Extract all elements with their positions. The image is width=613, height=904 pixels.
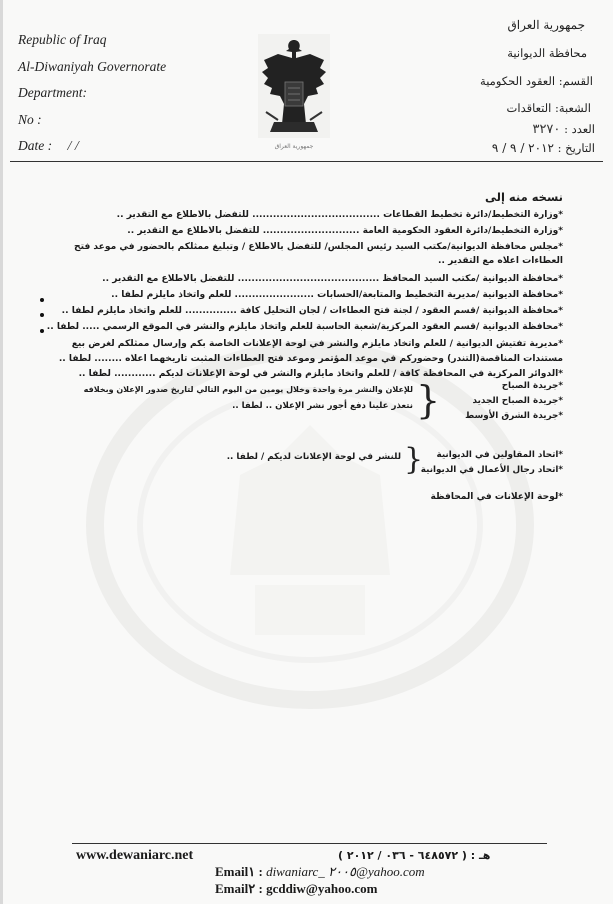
republic-ar: جمهورية العراق [507, 18, 585, 32]
number-ar [532, 122, 595, 137]
margin-dot [40, 329, 44, 333]
date-label-text: Date : [18, 138, 53, 153]
distribution-title: نسخه منه إلى [485, 190, 563, 204]
date-ar [492, 141, 595, 155]
phone-number: هـ : ( ٦٤٨٥٧٢ - ٠٣٦ / ٢٠١٢ ) [338, 849, 491, 862]
number-label: العدد : [564, 122, 595, 136]
email-2-value: gcddiw@yahoo.com [266, 881, 378, 896]
newspaper-3: *جريدة الشرق الأوسط [465, 411, 563, 421]
email-1 [215, 864, 425, 880]
unions-note: للنشر في لوحة الإعلانات لديكم / لطفا .. [226, 452, 401, 462]
governorate-en: Al-Diwaniyah Governorate [18, 59, 167, 74]
governorate-ar: محافظة الديوانية [507, 46, 587, 60]
newspapers-note-2: نتعذر علينا دفع أجور نشر الإعلان .. لطفا .. [232, 401, 413, 411]
recipient-line-2: *وزارة التخطيط/دائرة العقود الحكومية العامة ............................ للتفضل بالاطلاع مع التقدير .. [127, 226, 563, 236]
recipient-line-7: *محافظة الديوانية /قسم العقود المركزية/شعبة الحاسبة للعلم واتخاذ مايلزم والنشر في الموقع الرسمي ..... لطفا .. [46, 322, 563, 332]
date-label-ar: التاريخ : [557, 141, 595, 155]
recipient-line-8: *مديرية تفتيش الديوانية / للعلم واتخاذ مايلزم والنشر في لوحة الإعلانات الخاصة بكم وإرسال ممثلكم لغرض بيع [71, 339, 563, 349]
recipient-line-8b: مستندات المناقصة(التندر) وحضوركم في موعد المؤتمر وموعد فتح العطاءات المثبت تاريخهما أعلاه ........ لطفا .. [58, 354, 563, 364]
email-2 [215, 881, 377, 897]
newspaper-1: *جريدة الصباح [501, 381, 563, 391]
unions-brace: } [404, 442, 424, 477]
recipient-line-1: *وزارة التخطيط/دائرة تخطيط القطاعات ..................................... للتفضل بالاطلاع مع التقدير .. [116, 210, 563, 220]
republic-en: Republic of Iraq [18, 32, 107, 47]
date-label-en [18, 138, 79, 155]
recipient-line-4: *محافظة الديوانية /مكتب السيد المحافظ ......................................... للتفضل بالاطلاع مع التقدير .. [102, 274, 563, 284]
recipient-line-3b: العطاءات أعلاه مع التقدير .. [438, 256, 563, 266]
recipient-line-3: *مجلس محافظة الديوانية/مكتب السيد رئيس المجلس/ للتفضل بالاطلاع / وتبليغ ممثلكم بالحضور في موعد فتح [74, 242, 563, 252]
recipient-line-5: *محافظة الديوانية /مديرية التخطيط والمتابعة/الحسابات ....................... للعلم واتخاذ مايلزم لطفا .. [111, 290, 563, 300]
email-2-label: Email٢ : [215, 881, 263, 896]
recipient-line-noticeboard: *لوحة الإعلانات في المحافظة [430, 492, 563, 502]
scan-edge [0, 0, 3, 904]
newspapers-brace: } [416, 378, 441, 422]
margin-dot [40, 298, 44, 302]
recipient-line-6: *محافظة الديوانية /قسم العقود / لجنة فتح العطاءات / لجان التحليل كافة ............... للعلم واتخاذ مايلزم لطفا .. [61, 306, 563, 316]
no-label: No : [18, 112, 42, 127]
newspaper-2: *جريدة الصباح الجديد [472, 396, 563, 406]
newspapers-note-1: للإعلان والنشر مرة واحدة وخلال يومين من اليوم التالي لتاريخ صدور الإعلان وبخلافه [83, 385, 413, 394]
email-1-label: Email١ : [215, 864, 263, 879]
union-1: *اتحاد المقاولين في الديوانية [436, 450, 563, 460]
date-slashes: / / [67, 139, 79, 154]
emblem-caption: جمهورية العراق [274, 143, 314, 150]
division-ar: الشعبة: التعاقدات [506, 101, 591, 115]
department-label: Department: [18, 85, 87, 100]
iraq-eagle-emblem-icon [258, 34, 330, 138]
number-value: ٣٢٧٠ [532, 122, 561, 137]
footer-rule [72, 843, 547, 844]
union-2: *اتحاد رجال الأعمال في الديوانية [420, 465, 563, 475]
margin-dot [40, 313, 44, 317]
recipient-line-9: *الدوائر المركزية في المحافظة كافة / للعلم واتخاذ مايلزم والنشر في لوحة الإعلانات لديكم ............ لطفا .. [78, 369, 563, 379]
date-value-ar: ٢٠١٢ / ٩ / ٩ [491, 141, 554, 155]
website: www.dewaniarc.net [76, 848, 194, 863]
section-ar: القسم: العقود الحكومية [480, 74, 593, 88]
email-1-value: diwaniarc_ ٢٠٠٥@yahoo.com [266, 864, 425, 879]
header-rule [10, 161, 603, 162]
